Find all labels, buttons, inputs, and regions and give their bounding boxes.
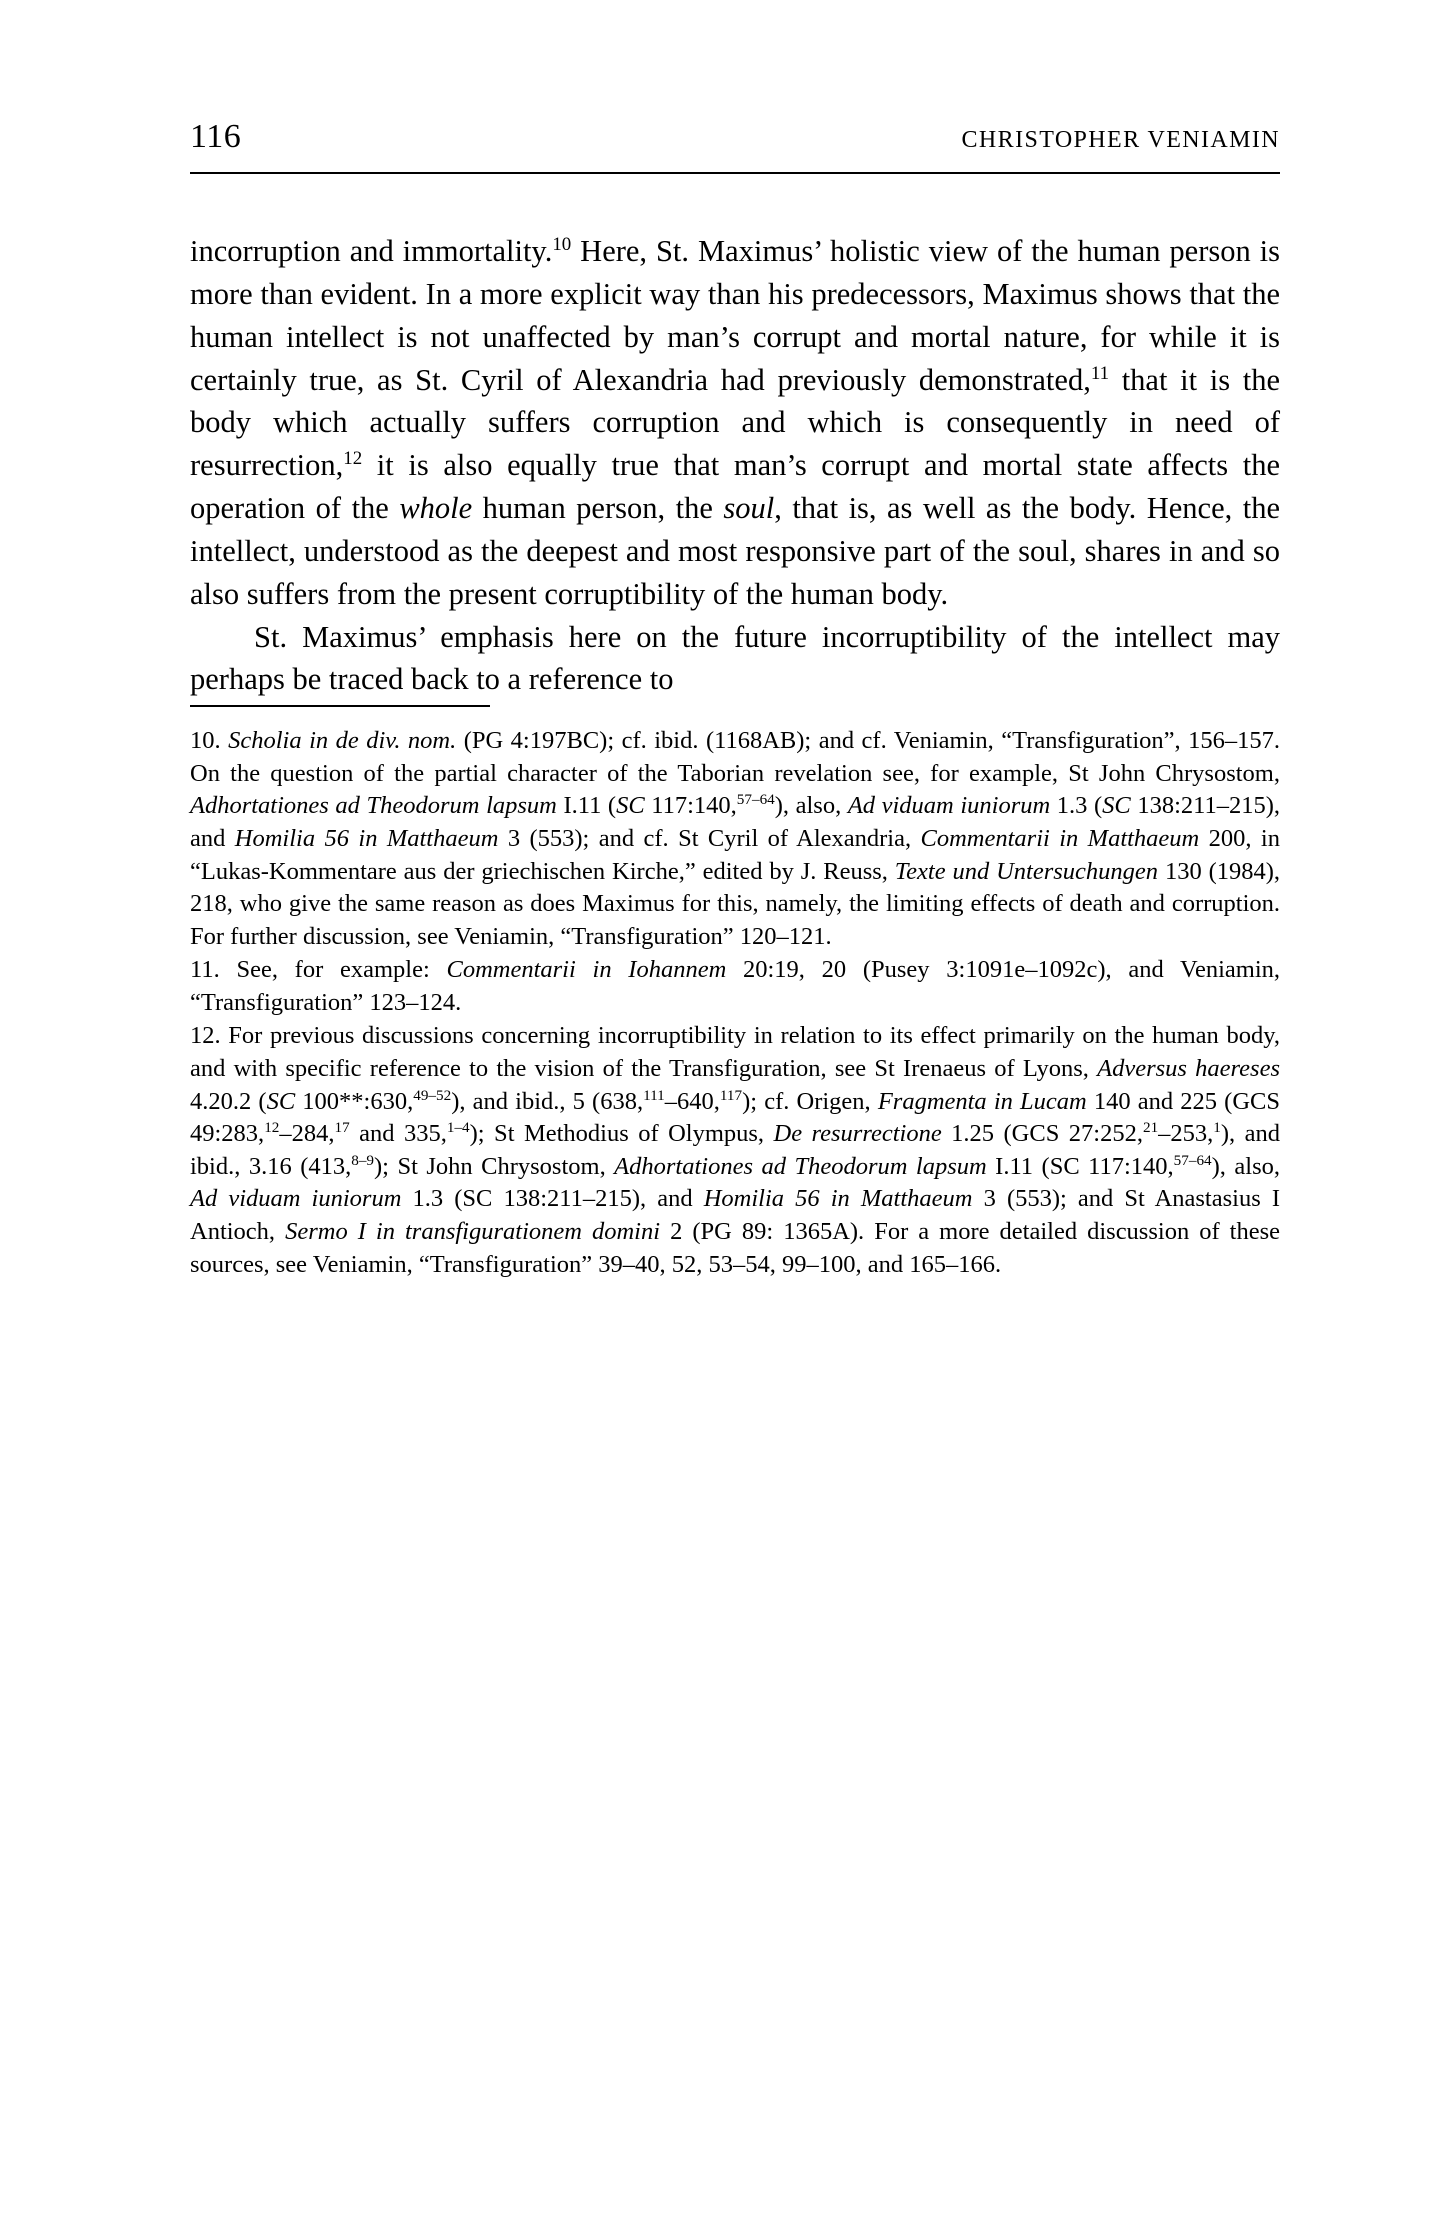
page-content [190, 118, 1280, 1281]
footnotes-block [190, 725, 1280, 1281]
body-paragraph-2: St. Maximus’ emphasis here on the future incorruptibility of the intellect may perhaps be traced back to a reference to [190, 619, 1280, 697]
footnote-10 [190, 725, 1280, 953]
footnote-11 [190, 954, 1280, 1019]
footnote-11-number: 11. [190, 956, 220, 984]
footnote-separator-rule [190, 705, 490, 707]
running-head [190, 118, 1280, 174]
body-paragraph-1: incorruption and immortality.$^{10}$ Here, St. Maximus’ holistic view of the human person is more than evident. In a more explicit way than his predecessors, Maximus shows that the human intellect is not unaffected by man’s corrupt and mortal nature, for while it is certainly true, as St. Cyril of Alexandria had previously demonstrated,$^{11}$ that it is the body which actually suffers corruption and which is consequently in need of resurrection,$^{12}$ it is also equally true that man’s corrupt and mortal state affects the operation of the whole human person, the soul, that is, as well as the body. Hence, the intellect, understood as the deepest and most responsive part of the soul, shares in and so also suffers from the present corruptibility of the human body. [190, 233, 1280, 611]
footnote-12 [190, 1020, 1280, 1281]
body-text [190, 230, 1280, 701]
footnote-12-text: For previous discussions concerning incorruptibility in relation to its effect primarily on the human body, and with specific reference to the vision of the Transfiguration, see St Irenaeus of Lyons, Adversus haereses 4.20.2 (SC 100**:630,$^{49-52}$), and ibid., 5 (638,$^{111}$–640,$^{117}$); cf. Origen, Fragmenta in Lucam 140 and 225 (GCS 49:283,12–284,17 and 335,$^{1-4}$); St Methodius of Olympus, De resurrectione 1.25 (GCS 27:252,21–253,$^1$), and ibid., 3.16 (413,$^{8-9}$); St John Chrysostom, Adhortationes ad Theodorum lapsum I.11 (SC 117:140,$^{57-64}$), also, Ad viduam iuniorum 1.3 (SC 138:211–215), and Homilia 56 in Matthaeum 3 (553); and St Anastasius I Antioch, Sermo I in transfigurationem domini 2 (PG 89: 1365A). For a more detailed discussion of these sources, see Veniamin, “Transfiguration” 39–40, 52, 53–54, 99–100, and 165–166. [190, 1022, 1280, 1278]
page-number: 116 [190, 118, 242, 155]
running-head-title: CHRISTOPHER VENIAMIN [961, 127, 1280, 153]
footnote-10-number: 10. [190, 727, 221, 755]
footnote-11-text: See, for example: Commentarii in Iohannem 20:19, 20 (Pusey 3:1091e–1092c), and Veniamin, “Transfiguration” 123–124. [190, 956, 1281, 1016]
footnote-10-text: Scholia in de div. nom. (PG 4:197BC); cf. ibid. (1168AB); and cf. Veniamin, “Transfiguration”, 156–157. On the question of the partial character of the Taborian revelation see, for example, St John Chrysostom, Adhortationes ad Theodorum lapsum I.11 (SC 117:140,$^{57-64}$), also, Ad viduam iuniorum 1.3 (SC 138:211–215), and Homilia 56 in Matthaeum 3 (553); and cf. St Cyril of Alexandria, Commentarii in Matthaeum 200, in “Lukas-Kommentare aus der griechischen Kirche,” edited by J. Reuss, Texte und Untersuchungen 130 (1984), 218, who give the same reason as does Maximus for this, namely, the limiting effects of death and corruption. For further discussion, see Veniamin, “Transfiguration” 120–121. [190, 727, 1281, 950]
footnote-12-number: 12. [190, 1022, 221, 1050]
